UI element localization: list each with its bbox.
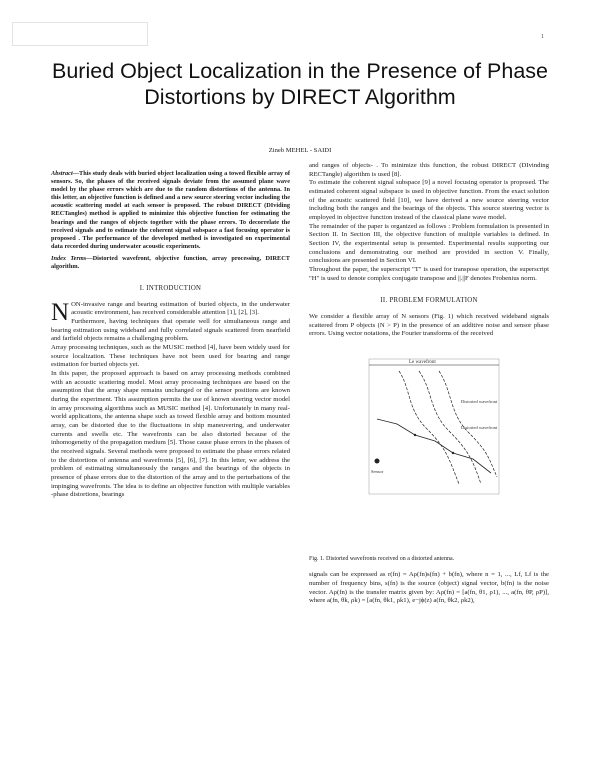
intro-paragraph-3: Array processing techniques, such as the MUSIC method [4], have been widely used for source localization. These techniques have not been used for bearing and range estimation for buried objects yet. [51, 344, 290, 369]
figure-1 [309, 349, 549, 549]
right-paragraph-3: The remainder of the paper is organized as follows : Problem formulation is presented in Section II. In Section III, the objective function of multiple variables is defined. In Section IV, the experimental setup is presented. Experimental results supporting our conclusions and demonstrating our method are provided in section V. Finally, conclusions are presented in Section VI. [309, 222, 549, 265]
right-paragraph-1: and ranges of objects- . To minimize this function, the robust DIRECT (DIvinding RECTangle) algorithm is used [8]. [309, 162, 549, 178]
equation-paragraph: signals can be expressed as r(fn) = Aρ(fn)s(fn) + b(fn), where n = 1, ..., Lf, Lf is the number of frequency bins, s(fn) is the source (object) signal vector, b(fn) is the noise vector. Aρ(fn) is the transfer matrix given by: Aρ(fn) = [a(fn, θ1, ρ1), ..., a(fn, θP, ρP)], where a(fn, θk, ρk) = [a(fn, θk1, ρk1), e−jϕ(z) a(fn, θk2, ρk2), [309, 571, 549, 605]
distorted-antenna-diagram [349, 349, 509, 499]
distorted-label-2: Distorted wavefront [461, 424, 498, 430]
sensor-label: Sensor [371, 468, 384, 474]
right-paragraph-4: Throughout the paper, the superscript "T" is used for transpose operation, the superscript "H" is used to denote complex conjugate transpose and ||.||F denotes Frobenius norm. [309, 265, 549, 282]
sec2-paragraph-1: We consider a flexible array of N sensors (Fig. 1) which received wideband signals scattered from P objects (N > P) in the presence of an additive noise and sensor phase errors. Using vector notations, the Fourier transforms of the received [309, 312, 549, 338]
index-label: Index Terms [51, 254, 87, 262]
author: Zineb MEHEL - SAIDI [268, 147, 332, 154]
header-box [12, 22, 148, 46]
intro-paragraph-4: In this paper, the proposed approach is based on array processing methods combined with an acoustic scattering model. Most array processing techniques are based on the assumption that the array shape remains unchanged or the sensor positions are known during the experiment. This assumption permits the use of known steering vector model in array processing algorithms such as MUSIC method [4]. Unfortunately in many real-world applications, the antenna shape such as towed flexible array and bottom mounted array, can be distorted due to the fluctuations in ship maneuvering, and underwater currents and swells etc. The wavefronts can be also distorted because of the inhomogeneity of the propagation medium [5]. Those cause phase errors in the phases of the received signals. Several methods were proposed to estimate the phase errors related to the distortions of antenna and wavefronts [5], [6], [7]. In this letter, we address the problem of estimating simultaneously the ranges and the bearings of the objects in presence of phase errors due to the distortion of the array and to the perturbations of the impinging wavefronts. The idea is to define an objective function with multiple variables -phase distortions, bearings [51, 370, 290, 499]
dropcap: N [51, 298, 70, 326]
paper-title: Buried Object Localization in the Presence of Phase Distortions by DIRECT Algorithm [52, 59, 548, 109]
section-1-title: I. INTRODUCTION [139, 285, 202, 293]
index-text: —Distorted wavefront, objective function, array processing, DIRECT algorithm. [51, 254, 290, 271]
figure-caption: Fig. 1. Distorted wavefronts received on a distorted antenna. [309, 555, 455, 562]
intro-paragraph-2: Furthermore, having techniques that operate well for simultaneous range and bearing estimation using wideband and fully correlated signals scattered from nearfield and farfield objects remains a challenging problem. [51, 318, 290, 343]
intro-paragraph-1: NON-invasive range and bearing estimation of buried objects, in the underwater acoustic environment, has received considerable attention [1], [2], [3]. [51, 298, 290, 326]
section-2-title: II. PROBLEM FORMULATION [380, 297, 478, 305]
distorted-label-1: Distorted wavefront [461, 398, 498, 404]
index-terms [51, 255, 290, 271]
right-column [309, 162, 549, 606]
right-paragraph-2: To estimate the coherent signal subspace [9] a novel focusing operator is proposed. The estimated coherent signal subspace is used in objective function. From the exact solution of the acoustic scattered field [10], we have derived a new source steering vector including both the ranges and the bearings of the objects. This source steering vector is employed in objective function instead of the classical plane wave model. [309, 179, 549, 221]
page-number: 1 [541, 34, 544, 40]
abstract-text: —This study deals with buried object localization using a towed flexible array of sensors. So, the phases of the received signals deviate from the assumed plane wave model by the phase errors which are due to the random distortions of the antenna. In this letter, an objective function is defined and a new source steering vector including the acoustic scattering model at each sensor is proposed. The robust DIRECT (DIviding RECTangles) method is applied to minimize this objective function for estimating the bearings and the ranges of objects together with the phase errors. To decorrelate the received signals and to estimate the coherent signal subspace a fast focusing operator is proposed . The performance of the developed method is investigated on experimental data recorded during underwater acoustic experiments. [51, 170, 290, 250]
abstract [51, 170, 290, 251]
left-column [51, 170, 290, 500]
wavefront-label: Le wavefront [409, 359, 436, 365]
abstract-label: Abstract [51, 170, 73, 177]
